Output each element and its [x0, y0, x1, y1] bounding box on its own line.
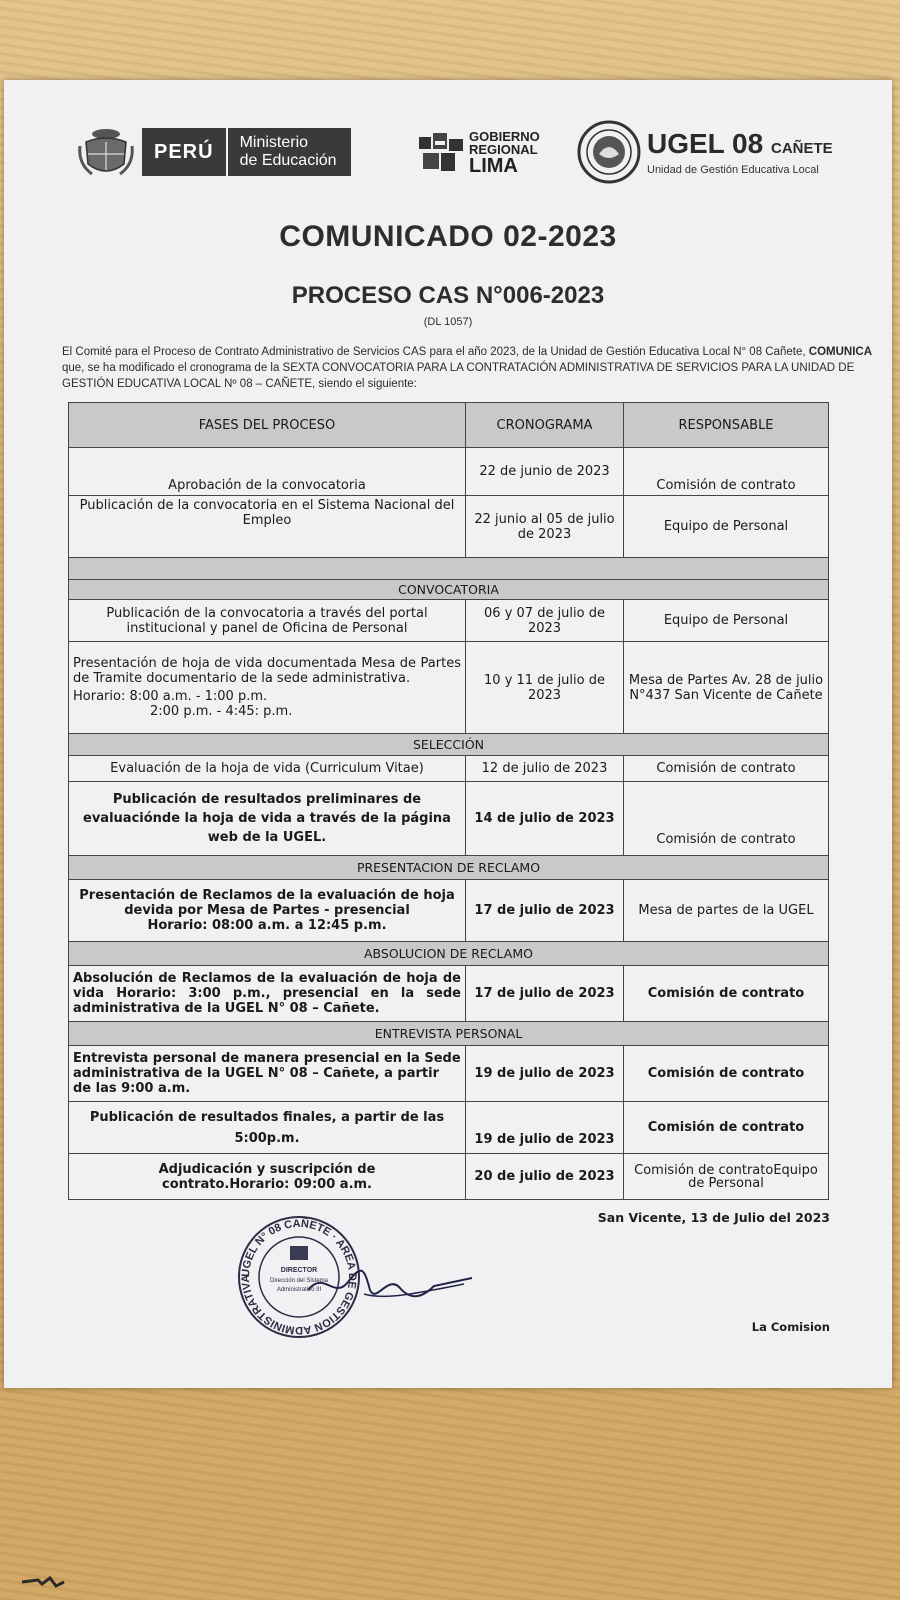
- row-horario2: 2:00 p.m. - 4:45: p.m.: [150, 704, 293, 719]
- row-resp: Comisión de contrato: [624, 448, 829, 496]
- gobierno-line3: LIMA: [469, 155, 518, 177]
- header-logos: [4, 120, 892, 184]
- row-resp: Comisión de contrato: [624, 966, 829, 1022]
- section-convocatoria: CONVOCATORIA: [69, 580, 829, 600]
- row-fecha: 17 de julio de 2023: [466, 880, 624, 942]
- row-fecha: 17 de julio de 2023: [466, 966, 624, 1022]
- table-row: [69, 966, 829, 1022]
- row-fase: Publicación de la convocatoria en el Sistema Nacional del Empleo: [69, 496, 466, 558]
- floor-debris: [20, 1574, 80, 1588]
- schedule-table: [68, 402, 829, 1200]
- peru-label: PERÚ: [142, 128, 226, 176]
- row-fecha: 20 de julio de 2023: [466, 1154, 624, 1200]
- row-fase: Evaluación de la hoja de vida (Curriculum Vitae): [69, 756, 466, 782]
- row-fase: Publicación de resultados finales, a partir de las 5:00p.m.: [69, 1102, 466, 1154]
- stamp-center-line1: Dirección del Sistema: [269, 1278, 329, 1284]
- signatory: La Comision: [751, 1320, 830, 1334]
- gobierno-regional-lima-logo: [419, 130, 540, 176]
- row-fecha: 19 de julio de 2023: [466, 1046, 624, 1102]
- table-row: [69, 448, 829, 496]
- ugel-name: UGEL 08: [647, 127, 764, 159]
- table-row: [69, 1046, 829, 1102]
- row-resp: Equipo de Personal: [624, 600, 829, 642]
- row-fecha: 19 de julio de 2023: [466, 1102, 624, 1154]
- gobierno-regional-icon: [419, 133, 463, 173]
- row-fase: Presentación de hoja de vida documentada Mesa de Partes de Tramite documentario de la sede administrativa.: [73, 656, 461, 686]
- intro-part2: que, se ha modificado el cronograma de la SEXTA CONVOCATORIA PARA LA CONTRATACIÓN ADMINISTRATIVA DE SERVICIOS PARA LA UNIDAD DE GESTIÓN EDUCATIVA LOCAL Nº 08 – CAÑETE, siendo el siguiente:: [62, 362, 855, 390]
- section-entrevista: ENTREVISTA PERSONAL: [69, 1022, 829, 1046]
- place-and-date: San Vicente, 13 de Julio del 2023: [597, 1210, 830, 1225]
- gobierno-line2: REGIONAL: [469, 142, 538, 157]
- section-row-entrevista: [69, 1022, 829, 1046]
- ugel-seal-icon: [577, 120, 641, 184]
- section-row-absolucion: [69, 942, 829, 966]
- handwritten-signature: [304, 1260, 474, 1310]
- header-fases: FASES DEL PROCESO: [69, 403, 466, 448]
- table-row: [69, 782, 829, 856]
- gobierno-line1: GOBIERNO: [469, 129, 540, 144]
- document-title: COMUNICADO 02-2023: [279, 220, 617, 253]
- section-seleccion: SELECCIÓN: [69, 734, 829, 756]
- row-resp: Comisión de contrato: [624, 1102, 829, 1154]
- header-cronograma: CRONOGRAMA: [466, 403, 624, 448]
- row-resp: Mesa de partes de la UGEL: [624, 880, 829, 942]
- ministerio-educacion-logo: [142, 128, 351, 176]
- section-row-seleccion: [69, 734, 829, 756]
- intro-part1: El Comité para el Proceso de Contrato Administrativo de Servicios CAS para el año 2023, de la Unidad de Gestión Educativa Local N° 08 Cañete,: [62, 346, 806, 358]
- row-resp: Comisión de contrato: [624, 782, 829, 856]
- row-resp: Equipo de Personal: [624, 496, 829, 558]
- document-sheet: [4, 80, 892, 1388]
- row-resp: Comisión de contrato: [624, 756, 829, 782]
- section-row: [69, 558, 829, 580]
- ministerio-line2: de Educación: [239, 152, 337, 169]
- row-fase: Publicación de la convocatoria a través del portal institucional y panel de Oficina de Personal: [69, 600, 466, 642]
- row-fecha: 22 de junio de 2023: [466, 448, 624, 496]
- ugel-08-logo: [577, 120, 833, 184]
- ministerio-line1: Ministerio: [239, 134, 309, 151]
- intro-bold: COMUNICA: [808, 346, 873, 358]
- row-fase: Adjudicación y suscripción de contrato.Horario: 09:00 a.m.: [69, 1154, 466, 1200]
- table-row: [69, 496, 829, 558]
- section-reclamo: PRESENTACION DE RECLAMO: [69, 856, 829, 880]
- row-fase: Presentación de Reclamos de la evaluación de hoja devida por Mesa de Partes - presencial: [79, 888, 455, 918]
- row-fase: Absolución de Reclamos de la evaluación de hoja de vida Horario: 3:00 p.m., presencial en la sede administrativa de la UGEL N° 08 – Cañete.: [69, 966, 466, 1022]
- section-row-convocatoria: [69, 580, 829, 600]
- table-row: [69, 600, 829, 642]
- section-absolucion: ABSOLUCION DE RECLAMO: [69, 942, 829, 966]
- row-fase: Aprobación de la convocatoria: [69, 448, 466, 496]
- row-fecha: 12 de julio de 2023: [466, 756, 624, 782]
- decree-reference: (DL 1057): [423, 316, 473, 328]
- document-subtitle: PROCESO CAS N°006-2023: [291, 282, 605, 309]
- ugel-subtitle: Unidad de Gestión Educativa Local: [647, 163, 819, 176]
- ugel-city: CAÑETE: [770, 139, 833, 157]
- row-horario: Horario: 08:00 a.m. a 12:45 p.m.: [147, 918, 387, 933]
- row-fase: Publicación de resultados preliminares de evaluaciónde la hoja de vida a través de la página web de la UGEL.: [69, 782, 466, 856]
- stamp-center-line2: Administrativo III: [276, 1287, 322, 1293]
- row-fecha: 06 y 07 de julio de 2023: [466, 600, 624, 642]
- table-row: [69, 642, 829, 734]
- row-resp: Comisión de contrato: [624, 1046, 829, 1102]
- row-fecha: 14 de julio de 2023: [466, 782, 624, 856]
- row-fecha: 10 y 11 de julio de 2023: [466, 642, 624, 734]
- row-resp: Mesa de Partes Av. 28 de julio N°437 San Vicente de Cañete: [624, 642, 829, 734]
- table-row: [69, 880, 829, 942]
- table-row: [69, 1102, 829, 1154]
- row-fase: Entrevista personal de manera presencial en la Sede administrativa de la UGEL N° 08 – Cañete, a partir de las 9:00 a.m.: [69, 1046, 466, 1102]
- stamp-ring-text: UGEL N° 08 CAÑETE · AREA DE GESTION ADMINISTRATIVA: [239, 1217, 359, 1337]
- row-resp: Comisión de contratoEquipo de Personal: [624, 1154, 829, 1200]
- table-row: [69, 756, 829, 782]
- row-horario1: Horario: 8:00 a.m. - 1:00 p.m.: [73, 689, 268, 704]
- table-row: [69, 1154, 829, 1200]
- section-row-reclamo: [69, 856, 829, 880]
- peru-coat-of-arms-icon: [78, 124, 134, 180]
- table-header-row: [69, 403, 829, 448]
- row-fecha: 22 junio al 05 de julio de 2023: [466, 496, 624, 558]
- intro-paragraph: [62, 344, 886, 392]
- stamp-center-title: DIRECTOR: [280, 1267, 318, 1274]
- header-responsable: RESPONSABLE: [624, 403, 829, 448]
